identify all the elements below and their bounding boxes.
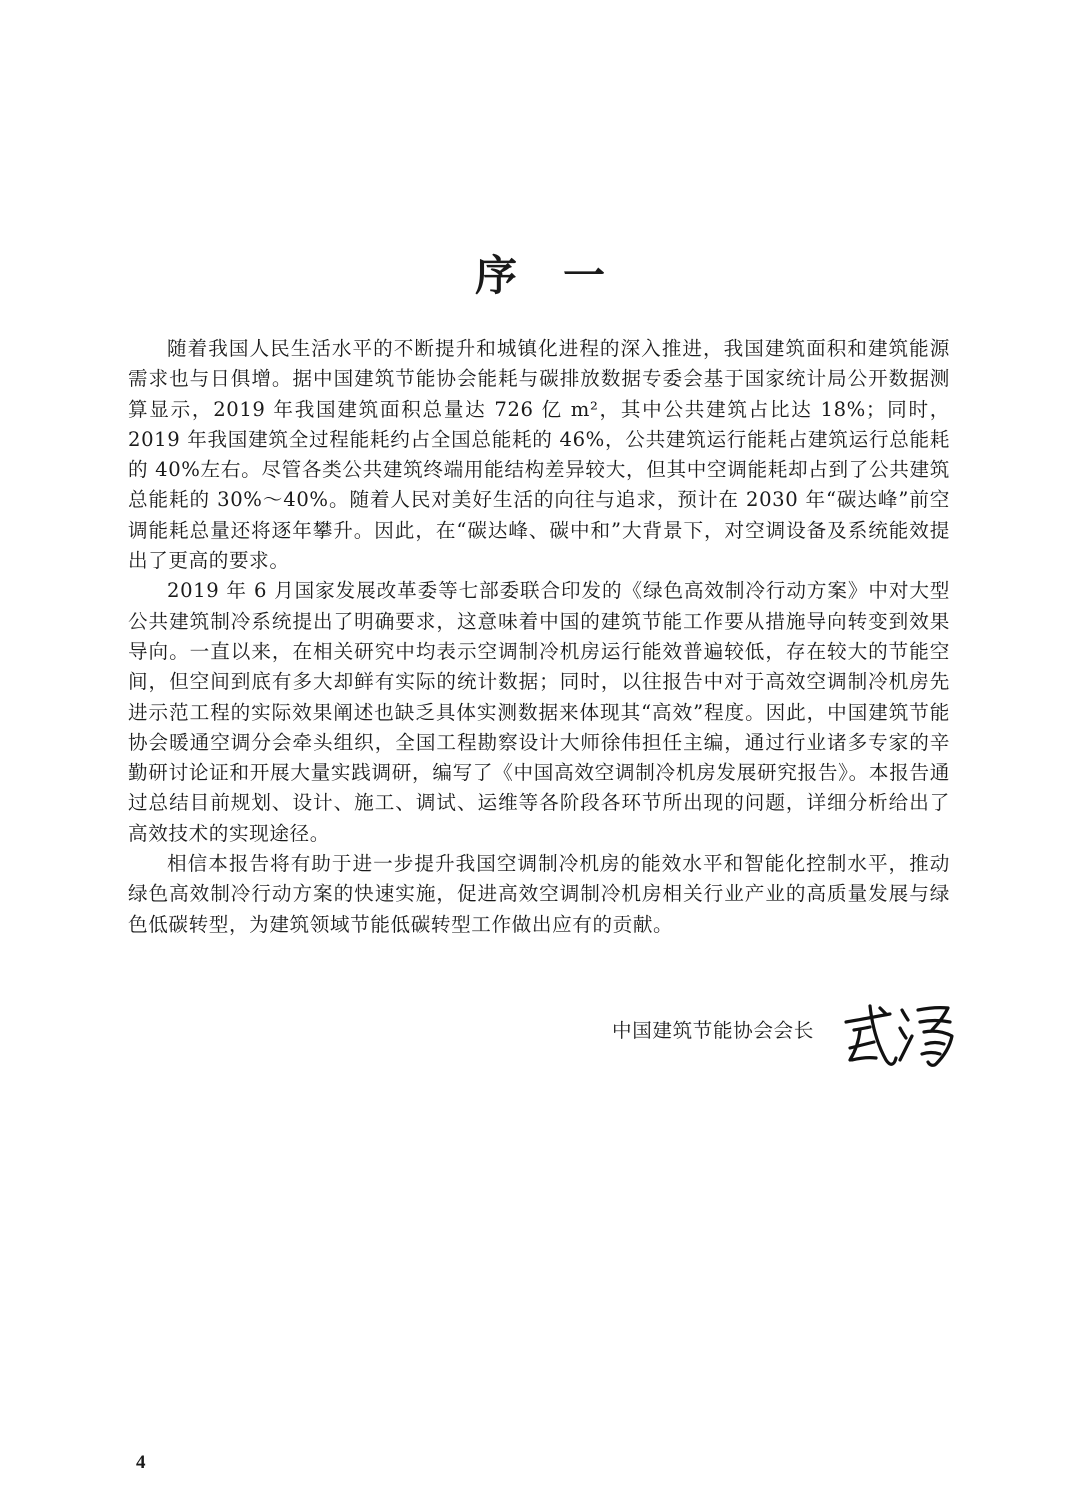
paragraph: 2019 年 6 月国家发展改革委等七部委联合印发的《绿色高效制冷行动方案》中对大型公共建筑制冷系统提出了明确要求，这意味着中国的建筑节能工作要从措施导向转变到效果导向。一直以来，在相关研究中均表示空调制冷机房运行能效普遍较低，存在较大的节能空间，但空间到底有多大却鲜有实际的统计数据；同时，以往报告中对于高效空调制冷机房先进示范工程的实际效果阐述也缺乏具体实测数据来体现其“高效”程度。因此，中国建筑节能协会暖通空调分会牵头组织，全国工程勘察设计大师徐伟担任主编，通过行业诸多专家的辛勤研讨论证和开展大量实践调研，编写了《中国高效空调制冷机房发展研究报告》。本报告通过总结目前规划、设计、施工、调试、运维等各阶段各环节所出现的问题，详细分析给出了高效技术的实现途径。 (128, 579, 950, 845)
handwritten-signature (840, 1000, 958, 1074)
signature-block (612, 1000, 962, 1080)
paragraph: 相信本报告将有助于进一步提升我国空调制冷机房的能效水平和智能化控制水平，推动绿色高效制冷行动方案的快速实施，促进高效空调制冷机房相关行业产业的高质量发展与绿色低碳转型，为建筑领域节能低碳转型工作做出应有的贡献。 (128, 852, 950, 936)
preface-body (128, 334, 950, 940)
signature-title: 中国建筑节能协会会长 (612, 1019, 814, 1042)
preface-title: 序一 (474, 251, 651, 300)
paragraph: 随着我国人民生活水平的不断提升和城镇化进程的深入推进，我国建筑面积和建筑能源需求也与日俱增。据中国建筑节能协会能耗与碳排放数据专委会基于国家统计局公开数据测算显示，2019 年我国建筑面积总量达 726 亿 m²，其中公共建筑占比达 18%；同时，2019 年我国建筑全过程能耗约占全国总能耗的 46%，公共建筑运行能耗占建筑运行总能耗的 40%左右。尽管各类公共建筑终端用能结构差异较大，但其中空调能耗却占到了公共建筑总能耗的 30%～40%。随着人民对美好生活的向往与追求，预计在 2030 年“碳达峰”前空调能耗总量还将逐年攀升。因此，在“碳达峰、碳中和”大背景下，对空调设备及系统能效提出了更高的要求。 (128, 337, 950, 573)
page-number: 4 (136, 1452, 146, 1473)
